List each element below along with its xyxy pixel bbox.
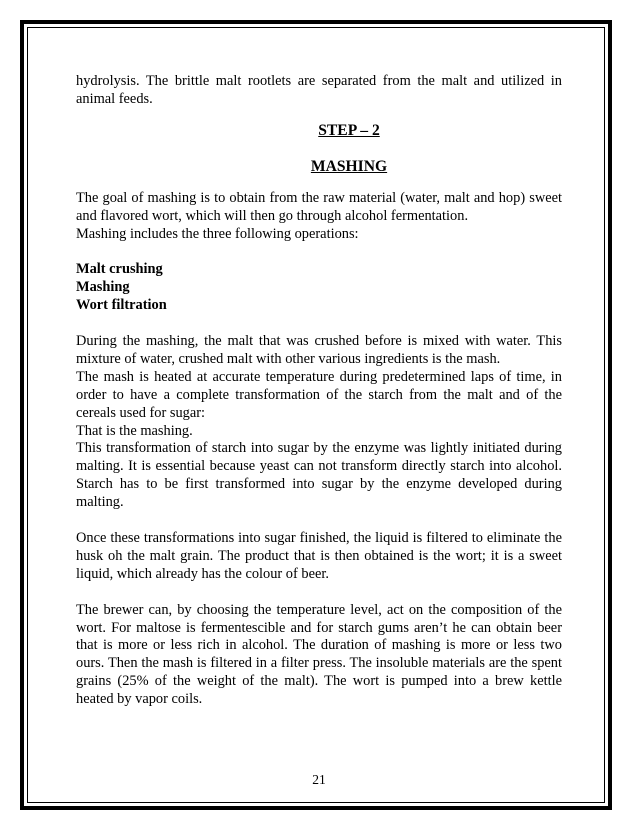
mashing-paragraph: This transformation of starch into sugar by the enzyme was lightly initiated during malting. It is essential because yeast can not transform directly starch into alcohol. Starch has to be first transformed into sugar by the enzyme developed during malting. xyxy=(76,440,562,511)
goal-paragraph: The goal of mashing is to obtain from the raw material (water, malt and hop) sweet and flavored wort, which will then go through alcohol fermentation. xyxy=(76,189,562,224)
spacer xyxy=(76,584,562,602)
spacer xyxy=(76,315,562,333)
operation-item: Mashing xyxy=(76,279,130,296)
brewer-paragraph: The brewer can, by choosing the temperature level, act on the composition of the wort. For maltose is fermentescible and for starch gums aren’t he can obtain beer that is more or less rich in alcohol. The duration of mashing is more or less two ours. Then the mash is filtered in a filter press. The insoluble materials are the spent grains (25% of the weight of the malt). The wort is pumped into a brew kettle heated by vapor coils. xyxy=(76,601,562,708)
page-number: 21 xyxy=(312,772,326,787)
mashing-paragraph: During the mashing, the malt that was crushed before is mixed with water. This mixture of water, crushed malt with other various ingredients is the mash. xyxy=(76,333,562,367)
operation-item: Wort filtration xyxy=(76,297,167,314)
step-heading: STEP – 2 xyxy=(318,121,380,139)
spacer xyxy=(76,512,562,530)
operation-item: Malt crushing xyxy=(76,261,163,278)
page-content xyxy=(76,73,562,709)
mashing-paragraph: That is the mashing. xyxy=(76,422,193,439)
filtration-paragraph: Once these transformations into sugar finished, the liquid is filtered to eliminate the husk oh the malt grain. The product that is then obtained is the wort; it is a sweet liquid, which already has the colour of beer. xyxy=(76,529,562,582)
intro-paragraph: hydrolysis. The brittle malt rootlets are separated from the malt and utilized in animal feeds. xyxy=(76,73,562,107)
spacer xyxy=(76,244,562,262)
section-heading: MASHING xyxy=(310,157,388,175)
operations-list xyxy=(76,261,562,315)
mashing-paragraph: The mash is heated at accurate temperature during predetermined laps of time, in order to have a complete transformation of the starch from the malt and of the cereals used for sugar: xyxy=(76,368,562,421)
operations-intro: Mashing includes the three following operations: xyxy=(76,225,359,242)
